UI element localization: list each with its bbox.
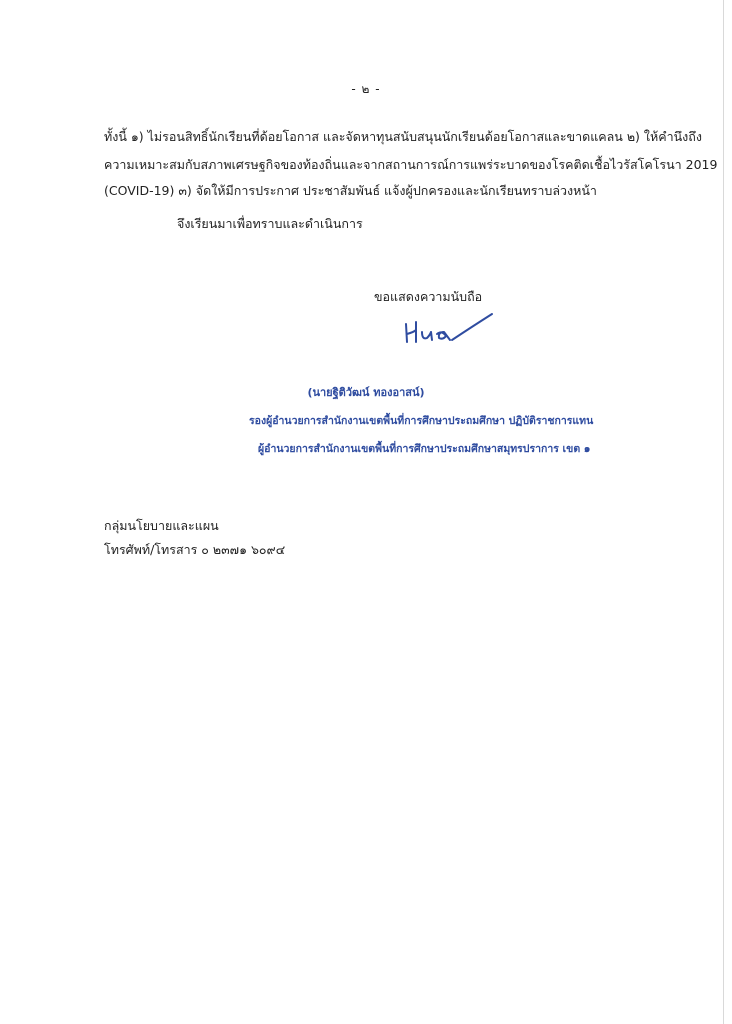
page-edge bbox=[723, 0, 724, 1024]
signer-position-line-1: รองผู้อำนวยการสำนักงานเขตพื้นที่การศึกษาประถมศึกษา ปฏิบัติราชการแทน bbox=[249, 415, 594, 427]
body-line-3: (COVID-19) ๓) จัดให้มีการประกาศ ประชาสัมพันธ์ แจ้งผู้ปกครองและนักเรียนทราบล่วงหน้า bbox=[104, 183, 597, 198]
body-line-1: ทั้งนี้ ๑) ไม่รอนสิทธิ์นักเรียนที่ด้อยโอกาส และจัดหาทุนสนับสนุนนักเรียนด้อยโอกาสและขาดแคลน ๒) ให้คำนึงถึง bbox=[104, 129, 702, 144]
body-line-2: ความเหมาะสมกับสภาพเศรษฐกิจของท้องถิ่นและจากสถานการณ์การแพร่ระบาดของโรคติดเชื้อไวรัสโคโรนา 2019 bbox=[104, 157, 718, 172]
department-name: กลุ่มนโยบายและแผน bbox=[104, 518, 219, 533]
handwritten-signature bbox=[400, 310, 500, 350]
closing-phrase: ขอแสดงความนับถือ bbox=[374, 289, 483, 304]
signer-position-line-2: ผู้อำนวยการสำนักงานเขตพื้นที่การศึกษาประถมศึกษาสมุทรปราการ เขต ๑ bbox=[258, 443, 591, 455]
body-line-4: จึงเรียนมาเพื่อทราบและดำเนินการ bbox=[177, 216, 363, 231]
signer-name: (นายฐิติวัฒน์ ทองอาสน์) bbox=[307, 386, 425, 399]
contact-phone: โทรศัพท์/โทรสาร ๐ ๒๓๗๑ ๖๐๙๔ bbox=[104, 542, 286, 557]
page-number: - ๒ - bbox=[351, 82, 381, 96]
